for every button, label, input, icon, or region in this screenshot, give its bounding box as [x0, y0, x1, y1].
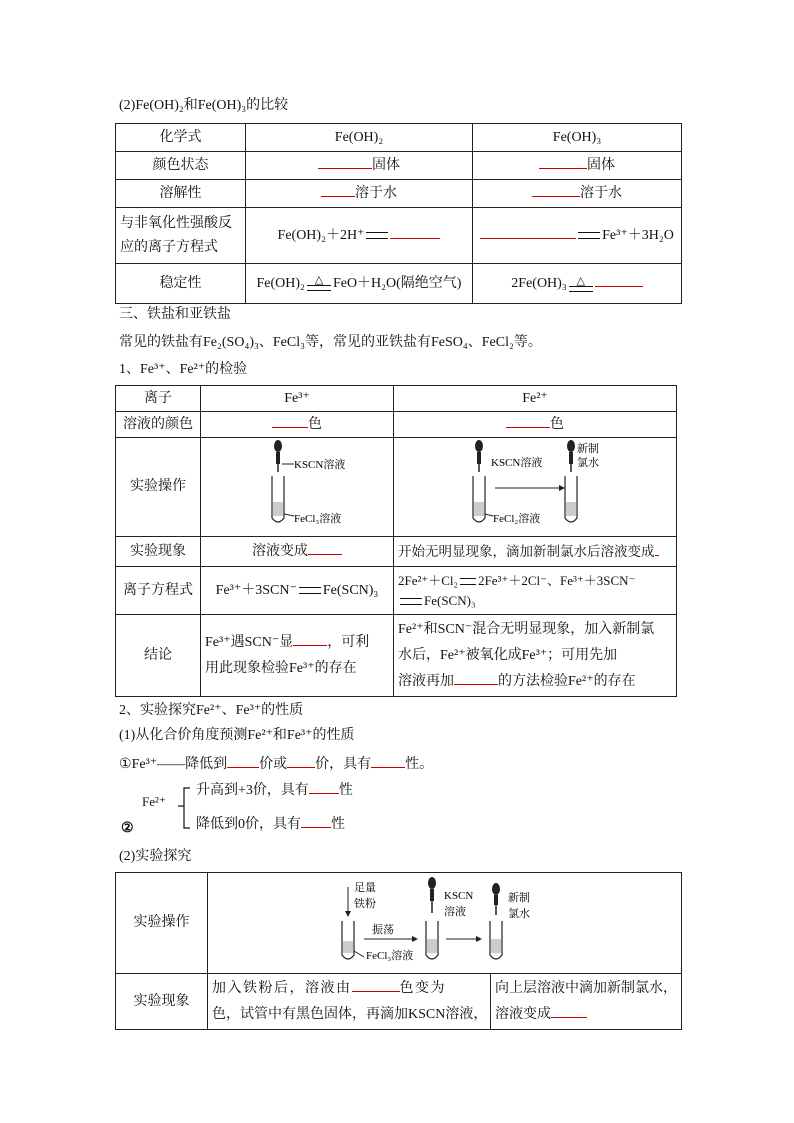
table-cell: 固体 — [246, 152, 473, 180]
fecl3-label: FeCl₃溶液 — [366, 950, 414, 962]
table-cell: 色 — [394, 412, 677, 438]
row-label: 溶解性 — [116, 180, 246, 208]
row-label: 实验现象 — [116, 974, 208, 1030]
ion-detection-table — [115, 385, 677, 697]
table-cell: 开始无明显现象，滴加新制氯水后溶液变成 — [394, 537, 677, 567]
table-cell: 溶液变成 — [201, 537, 394, 567]
table-row — [116, 208, 682, 264]
table-row — [116, 974, 682, 1030]
table-row — [116, 386, 677, 412]
table-cell: Fe(OH)₂ △ FeO＋H₂O(隔绝空气) — [246, 264, 473, 304]
chlorine-water-label: 新制 — [508, 892, 530, 904]
table-row — [116, 537, 677, 567]
header-cell: Fe(OH)₃ — [473, 124, 682, 152]
test-tube-icon — [272, 476, 284, 522]
paragraph-common-salts: 常见的铁盐有Fe₂(SO₄)₃、FeCl₃等，常见的亚铁盐有FeSO₄、FeCl₂等。 — [119, 335, 542, 350]
row-label: 稳定性 — [116, 264, 246, 304]
table-cell: 溶于水 — [473, 180, 682, 208]
answer-blank[interactable] — [532, 182, 580, 197]
table-cell: 色 — [201, 412, 394, 438]
shake-label: 振荡 — [372, 924, 394, 936]
kscn-label: KSCN — [444, 890, 474, 902]
table-cell — [208, 873, 682, 974]
row-label: 实验现象 — [116, 537, 201, 567]
prediction-number-2: ② — [121, 821, 134, 836]
reaction-equals-sign — [400, 598, 422, 605]
row-label: 实验操作 — [116, 438, 201, 537]
header-cell: 离子 — [116, 386, 201, 412]
answer-blank[interactable] — [506, 413, 550, 428]
table-cell: 加入铁粉后，溶液由 色变为 色，试管中有黑色固体，再滴加KSCN溶液， — [208, 974, 491, 1030]
answer-blank[interactable] — [551, 1003, 587, 1018]
dropper-icon — [428, 877, 436, 913]
answer-blank[interactable] — [655, 541, 659, 556]
test-tube-icon — [490, 921, 502, 959]
fecl2-label: FeCl₂溶液 — [493, 513, 541, 525]
table-cell: Fe²⁺和SCN⁻混合无明显现象，加入新制氯 水后，Fe²⁺被氧化成Fe³⁺；可用先加 溶液再加 的方法检验Fe²⁺的存在 — [394, 615, 677, 697]
table-cell: 2Fe²⁺＋Cl₂ 2Fe³⁺＋2Cl⁻、Fe³⁺＋3SCN⁻ Fe(SCN)₃ — [394, 567, 677, 615]
table-cell: 固体 — [473, 152, 682, 180]
answer-blank[interactable] — [321, 182, 355, 197]
chlorine-water-label: 氯水 — [577, 457, 599, 469]
answer-blank[interactable] — [227, 753, 259, 768]
table-cell: 向上层溶液中滴加新制氯水， 溶液变成 — [491, 974, 682, 1030]
table-cell: Fe³⁺＋3H₂O — [473, 208, 682, 264]
dropper-icon — [567, 440, 575, 472]
table-cell — [394, 438, 677, 537]
table-row — [116, 124, 682, 152]
fe2-test-diagram — [395, 438, 675, 528]
row-label: 颜色状态 — [116, 152, 246, 180]
brace-icon — [176, 784, 196, 830]
reaction-equals-sign — [299, 587, 321, 594]
answer-blank[interactable] — [539, 154, 587, 169]
row-label: 结论 — [116, 615, 201, 697]
subsection-title-detection: 1、Fe³⁺、Fe²⁺的检验 — [119, 362, 248, 377]
table-row — [116, 180, 682, 208]
subsection-title-prediction: (1)从化合价角度预测Fe²⁺和Fe³⁺的性质 — [119, 728, 355, 743]
table-cell: Fe³⁺遇SCN⁻显 ，可利 用此现象检验Fe³⁺的存在 — [201, 615, 394, 697]
fe2-reduction-line: 降低到0价，具有 性 — [196, 813, 345, 833]
answer-blank[interactable] — [352, 977, 400, 992]
experiment-table — [115, 872, 682, 1030]
fe2-ion-label: Fe²⁺ — [142, 794, 166, 809]
iron-powder-experiment-diagram — [208, 873, 678, 965]
row-label: 与非氧化性强酸反应的离子方程式 — [116, 208, 246, 264]
header-cell: Fe²⁺ — [394, 386, 677, 412]
heating-equals-sign: △ — [569, 276, 593, 292]
table-row — [116, 438, 677, 537]
fecl3-label: FeCl₃溶液 — [294, 513, 342, 525]
arrow-icon — [495, 485, 565, 491]
table-row — [116, 264, 682, 304]
test-tube-icon — [342, 921, 354, 959]
table-row — [116, 412, 677, 438]
kscn-label: KSCN溶液 — [491, 457, 543, 469]
answer-blank[interactable] — [480, 224, 576, 239]
row-label: 实验操作 — [116, 873, 208, 974]
reaction-equals-sign — [578, 232, 600, 239]
kscn-label: 溶液 — [444, 906, 466, 918]
heating-equals-sign: △ — [307, 275, 331, 291]
dropper-icon — [492, 883, 500, 915]
table-row — [116, 152, 682, 180]
arrow-icon — [446, 936, 482, 942]
test-tube-icon — [565, 476, 577, 522]
fe3-test-diagram — [202, 438, 392, 528]
answer-blank[interactable] — [301, 813, 331, 828]
header-cell: 化学式 — [116, 124, 246, 152]
header-cell: Fe(OH)₂ — [246, 124, 473, 152]
hydroxide-comparison-table — [115, 123, 682, 304]
subsection-title-properties: 2、实验探究Fe²⁺、Fe³⁺的性质 — [119, 703, 304, 718]
section-title-comparison: (2)Fe(OH)₂和Fe(OH)₃的比较 — [119, 98, 289, 113]
table-cell: Fe³⁺＋3SCN⁻ Fe(SCN)₃ — [201, 567, 394, 615]
answer-blank[interactable] — [293, 631, 327, 646]
table-cell: Fe(OH)₂＋2H⁺ — [246, 208, 473, 264]
table-row — [116, 873, 682, 974]
answer-blank[interactable] — [318, 154, 372, 169]
answer-blank[interactable] — [390, 224, 440, 239]
answer-blank[interactable] — [454, 670, 498, 685]
table-cell — [201, 438, 394, 537]
chlorine-water-label: 氯水 — [508, 908, 530, 920]
section-title-iron-salts: 三、铁盐和亚铁盐 — [119, 307, 231, 322]
test-tube-icon — [426, 921, 438, 959]
table-row — [116, 567, 677, 615]
iron-powder-label: 铁粉 — [354, 898, 376, 910]
table-row — [116, 615, 677, 697]
answer-blank[interactable] — [287, 753, 315, 768]
answer-blank[interactable] — [272, 413, 308, 428]
table-cell: 2Fe(OH)₃ △ — [473, 264, 682, 304]
row-label: 溶液的颜色 — [116, 412, 201, 438]
answer-blank[interactable] — [371, 753, 405, 768]
row-label: 离子方程式 — [116, 567, 201, 615]
subsection-title-experiment: (2)实验探究 — [119, 849, 192, 864]
answer-blank[interactable] — [309, 779, 339, 794]
reaction-equals-sign — [460, 578, 476, 585]
kscn-label: KSCN溶液 — [294, 459, 346, 471]
answer-blank[interactable] — [308, 540, 342, 555]
prediction-line-1: ①Fe³⁺——降低到 价或 价，具有 性。 — [119, 753, 433, 774]
reaction-equals-sign — [366, 232, 388, 239]
table-cell: 溶于水 — [246, 180, 473, 208]
fe2-oxidation-line: 升高到+3价，具有 性 — [196, 779, 353, 799]
arrow-icon — [345, 887, 351, 917]
dropper-icon — [475, 440, 483, 472]
header-cell: Fe³⁺ — [201, 386, 394, 412]
arrow-icon — [364, 936, 418, 942]
iron-powder-label: 足量 — [354, 882, 376, 894]
dropper-icon — [274, 440, 282, 472]
test-tube-icon — [473, 476, 485, 522]
chlorine-water-label: 新制 — [577, 443, 599, 455]
answer-blank[interactable] — [595, 272, 643, 287]
